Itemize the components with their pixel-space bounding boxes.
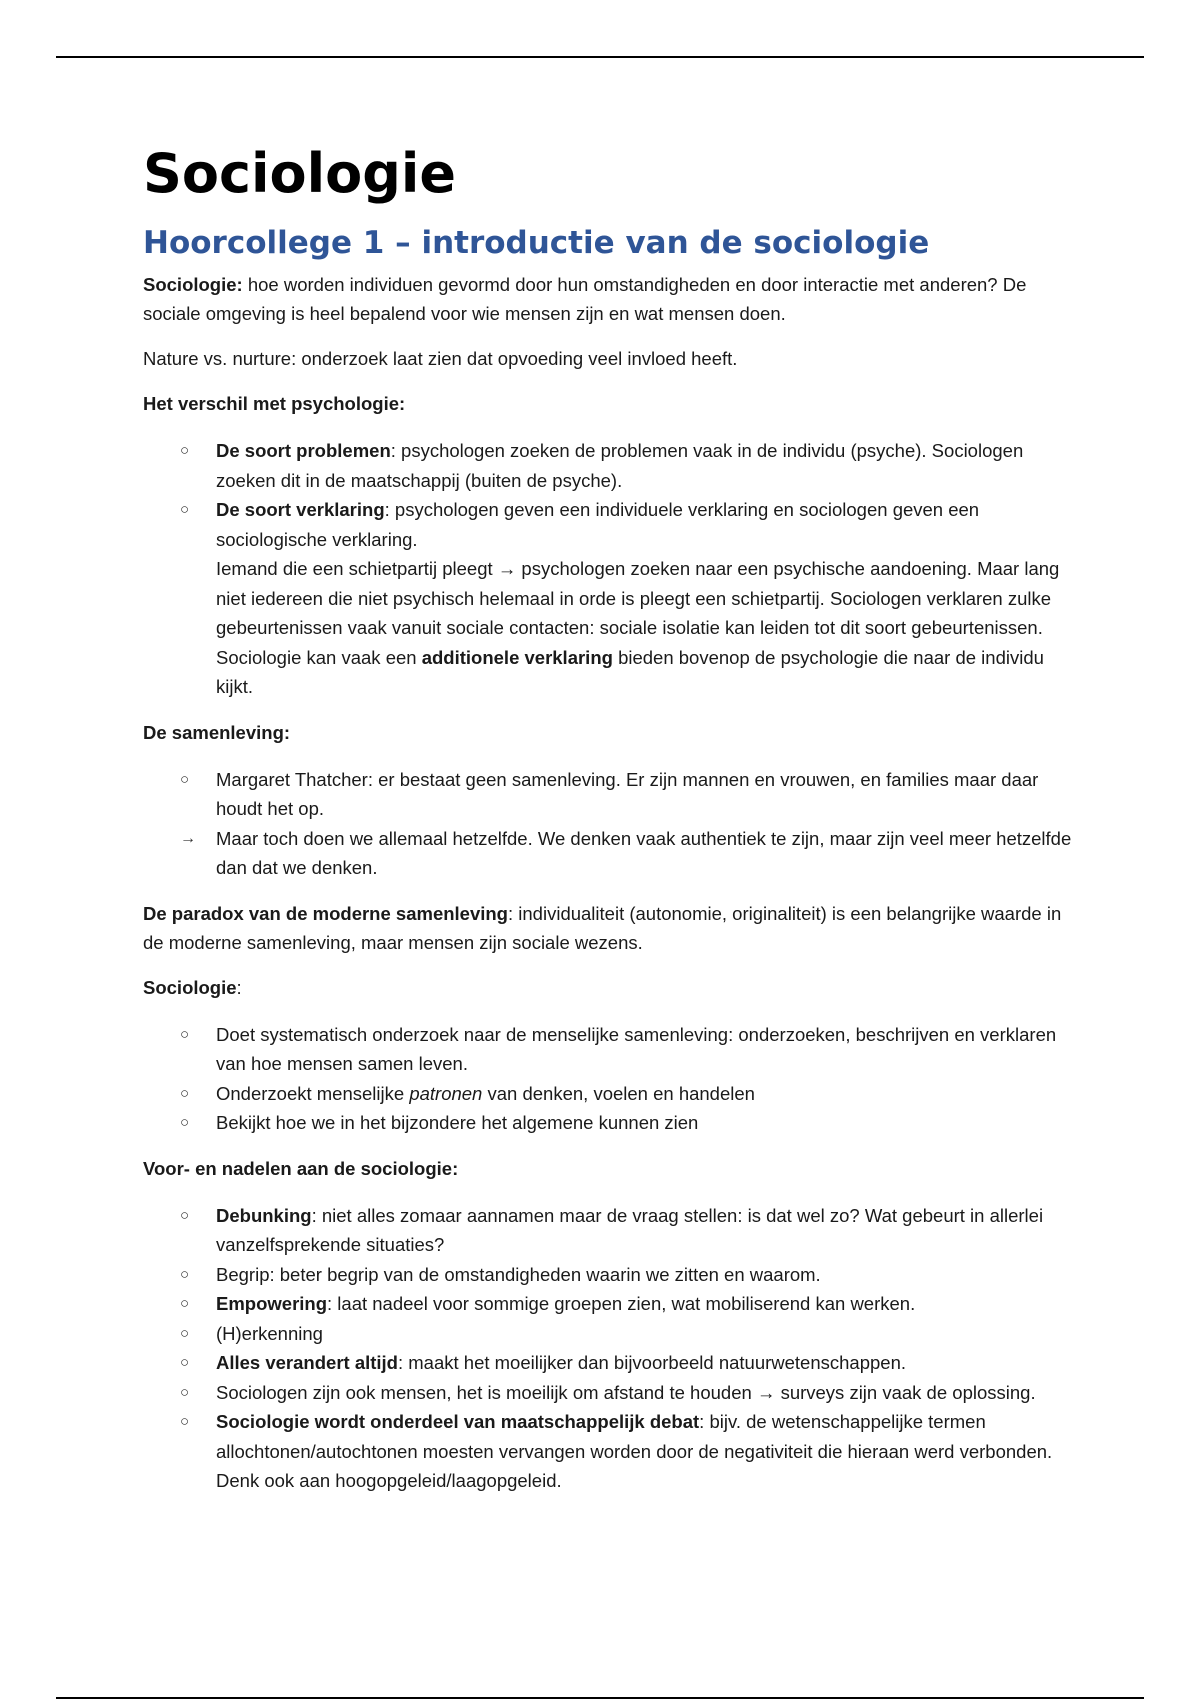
- circle-bullet-icon: ○: [180, 1383, 190, 1401]
- list-item: ○ Begrip: beter begrip van de omstandigheden waarin we zitten en waarom.: [143, 1260, 1073, 1290]
- list-item: ○ Debunking: niet alles zomaar aannamen maar de vraag stellen: is dat wel zo? Wat gebeurt in allerlei vanzelfsprekende situaties?: [143, 1201, 1073, 1260]
- circle-bullet-icon: ○: [180, 1413, 190, 1430]
- list-item: ○ Onderzoekt menselijke patronen van denken, voelen en handelen: [143, 1079, 1073, 1109]
- intro-term: Sociologie:: [143, 274, 243, 295]
- list-item: ○ Empowering: laat nadeel voor sommige groepen zien, wat mobiliserend kan werken.: [143, 1289, 1073, 1319]
- list-item: ○ Alles verandert altijd: maakt het moeilijker dan bijvoorbeeld natuurwetenschappen.: [143, 1348, 1073, 1378]
- list-item: ○ Sociologen zijn ook mensen, het is moeilijk om afstand te houden → surveys zijn vaak de oplossing.: [143, 1378, 1073, 1408]
- society-list: [143, 765, 1073, 883]
- arrow-bullet-icon: →: [180, 829, 196, 847]
- psychology-list: [143, 436, 1073, 702]
- document-title: Sociologie: [143, 142, 457, 205]
- list-item: ○ Doet systematisch onderzoek naar de menselijke samenleving: onderzoeken, beschrijven en verklaren van hoe mensen samen leven.: [143, 1020, 1073, 1079]
- circle-bullet-icon: ○: [180, 1084, 190, 1102]
- list-item: ○ Margaret Thatcher: er bestaat geen samenleving. Er zijn mannen en vrouwen, en families maar daar houdt het op.: [143, 765, 1073, 824]
- pros-cons-heading: Voor- en nadelen aan de sociologie:: [143, 1157, 459, 1179]
- circle-bullet-icon: ○: [180, 1354, 190, 1371]
- intro-text: hoe worden individuen gevormd door hun omstandigheden en door interactie met anderen? De sociale omgeving is heel bepalend voor wie mensen zijn en wat mensen doen.: [143, 274, 1027, 324]
- footer-rule: [56, 1697, 1144, 1699]
- circle-bullet-icon: ○: [180, 1295, 190, 1312]
- circle-bullet-icon: ○: [180, 1324, 190, 1342]
- circle-bullet-icon: ○: [180, 1114, 190, 1131]
- sociology-heading: Sociologie:: [143, 976, 242, 998]
- lecture-heading: Hoorcollege 1 – introductie van de sociologie: [143, 225, 930, 261]
- circle-bullet-icon: ○: [180, 770, 190, 788]
- nature-nurture-paragraph: Nature vs. nurture: onderzoek laat zien dat opvoeding veel invloed heeft.: [143, 348, 738, 369]
- circle-bullet-icon: ○: [180, 1265, 190, 1283]
- list-item: → Maar toch doen we allemaal hetzelfde. We denken vaak authentiek te zijn, maar zijn veel meer hetzelfde dan dat we denken.: [143, 824, 1073, 883]
- list-item: ○ De soort verklaring: psychologen geven een individuele verklaring en sociologen geven een sociologische verklaring. Iemand die een schietpartij pleegt → psychologen zoeken naar een psychische aandoening. Maar lang niet iedereen die niet psychisch helemaal in orde is pleegt een schietpartij. Sociologen verklaren zulke gebeurtenissen vaak vanuit sociale contacten: sociale isolatie kan leiden tot dit soort gebeurtenissen. Sociologie kan vaak een additionele verklaring bieden bovenop de psychologie die naar de individu kijkt.: [143, 495, 1073, 702]
- document-body: [143, 138, 1073, 1512]
- list-item: ○ Bekijkt hoe we in het bijzondere het algemene kunnen zien: [143, 1108, 1073, 1138]
- shooting-example: Iemand die een schietpartij pleegt → psychologen zoeken naar een psychische aandoening. Maar lang niet iedereen die niet psychisch helemaal in orde is pleegt een schietpartij. Sociologen verklaren zulke gebeurtenissen vaak vanuit sociale contacten: sociale isolatie kan leiden tot dit soort gebeurtenissen. Sociologie kan vaak een additionele verklaring bieden bovenop de psychologie die naar de individu kijkt.: [216, 558, 1060, 697]
- psychology-heading: Het verschil met psychologie:: [143, 393, 406, 414]
- sociology-list: [143, 1020, 1073, 1138]
- intro-paragraph: [143, 270, 1073, 328]
- circle-bullet-icon: ○: [180, 501, 190, 518]
- pros-cons-list: [143, 1201, 1073, 1496]
- circle-bullet-icon: ○: [180, 1025, 190, 1043]
- list-item: ○ Sociologie wordt onderdeel van maatschappelijk debat: bijv. de wetenschappelijke termen allochtonen/autochtonen moesten vervangen worden door de negativiteit die hieraan werd verbonden. Denk ook aan hoogopgeleid/laagopgeleid.: [143, 1407, 1073, 1496]
- circle-bullet-icon: ○: [180, 1206, 190, 1224]
- header-rule: [56, 56, 1144, 58]
- list-item: ○ De soort problemen: psychologen zoeken de problemen vaak in de individu (psyche). Sociologen zoeken dit in de maatschappij (buiten de psyche).: [143, 436, 1073, 495]
- society-heading: De samenleving:: [143, 721, 291, 743]
- circle-bullet-icon: ○: [180, 442, 190, 459]
- list-item: ○ (H)erkenning: [143, 1319, 1073, 1349]
- paradox-paragraph: De paradox van de moderne samenleving: individualiteit (autonomie, originaliteit) is een belangrijke waarde in de moderne samenleving, maar mensen zijn sociale wezens.: [143, 902, 1062, 953]
